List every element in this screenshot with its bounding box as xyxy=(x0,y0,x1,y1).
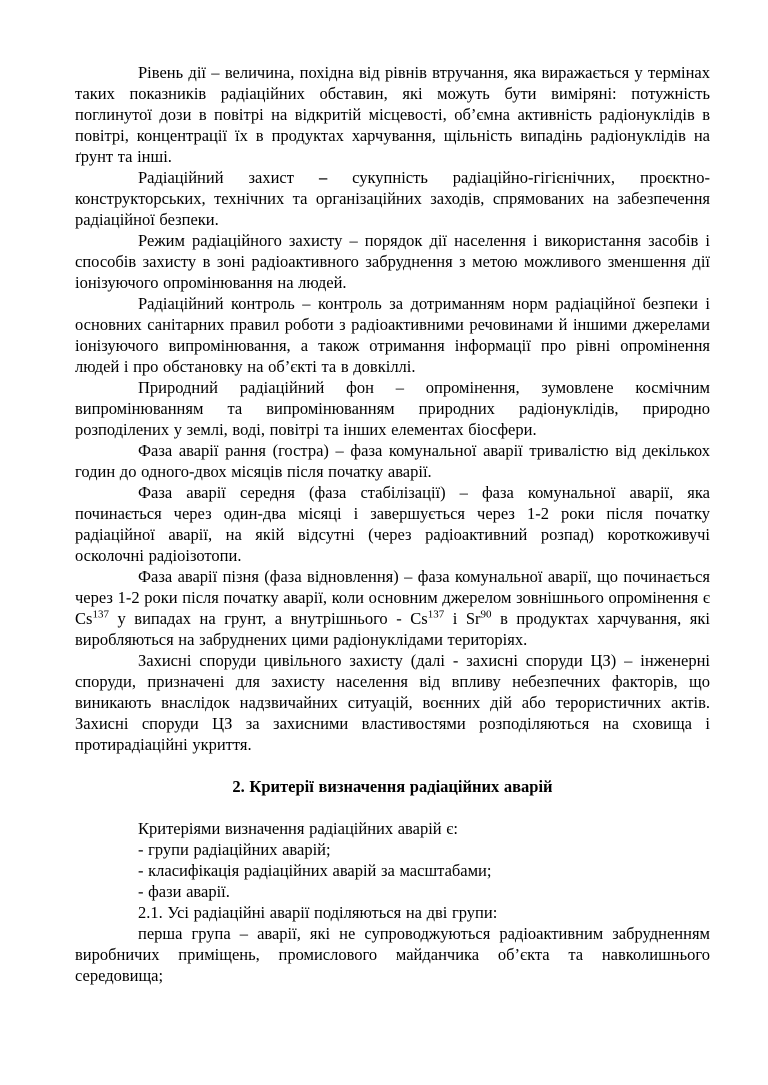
paragraph: Рівень дії – величина, похідна від рівнів втручання, яка виражається у термінах таких показників радіаційних обставин, які можуть бути виміряні: потужність поглинутої дози в повітрі на відкритій місцевості, об’ємна активність радіонуклідів в повітрі, концентрації їх в продуктах харчування, щільність випадінь радіонуклідів на ґрунт та інші. xyxy=(75,63,710,166)
text-run: сукупність радіаційно-гігієнічних, проєктно-конструкторських, технічних та організаційних заходів, спрямованих на забезпечення радіаційної безпеки. xyxy=(75,168,711,229)
document-body xyxy=(75,62,710,986)
text-run: у випадах на грунт, а внутрішнього - Cs xyxy=(108,609,428,628)
paragraph: Критеріями визначення радіаційних аварій є: xyxy=(138,819,458,838)
paragraph xyxy=(75,167,710,230)
text-run: і Sr xyxy=(444,609,481,628)
paragraph: перша група – аварії, які не супроводжуються радіоактивним забрудненням виробничих приміщень, промислового майданчика об’єкта та навколишнього середовища; xyxy=(75,924,710,985)
paragraph: - класифікація радіаційних аварій за масштабами; xyxy=(138,861,492,880)
superscript-isotope-number: 90 xyxy=(480,608,492,621)
paragraph: Фаза аварії рання (гостра) – фаза комунальної аварії тривалістю від декількох годин до одного-двох місяців після початку аварії. xyxy=(75,441,710,481)
text-run: в продуктах харчування, які виробляються на забруднених цими радіонуклідами територіях. xyxy=(75,609,710,649)
superscript-isotope-number: 137 xyxy=(92,608,109,621)
paragraph xyxy=(75,566,710,650)
text-run: Радіаційний захист xyxy=(138,168,319,187)
paragraph: Захисні споруди цивільного захисту (далі - захисні споруди ЦЗ) – інженерні споруди, призначені для захисту населення від впливу небезпечних факторів, що виникають внаслідок надзвичайних ситуацій, воєнних дій або терористичних актів. Захисні споруди ЦЗ за захисними властивостями розподіляються на сховища і протирадіаційні укриття. xyxy=(75,651,710,754)
paragraph: 2.1. Усі радіаційні аварії поділяються на дві групи: xyxy=(138,903,498,922)
superscript-isotope-number: 137 xyxy=(427,608,445,621)
paragraph: Радіаційний контроль – контроль за дотриманням норм радіаційної безпеки і основних санітарних правил роботи з радіоактивними речовинами й іншими джерелами іонізуючого випромінювання, а також отримання інформації про рівні опромінення людей і про обстановку на об’єкті та в довкіллі. xyxy=(75,294,710,376)
bold-text-run: – xyxy=(318,168,328,187)
paragraph: Режим радіаційного захисту – порядок дії населення і використання засобів і способів захисту в зоні радіоактивного забруднення з метою можливого зменшення дії іонізуючого опромінювання на людей. xyxy=(75,231,710,292)
section-heading: 2. Критерії визначення радіаційних аварій xyxy=(232,777,553,796)
paragraph: - групи радіаційних аварій; xyxy=(138,840,331,859)
paragraph: Природний радіаційний фон – опромінення, зумовлене космічним випромінюванням та випромінюванням природних радіонуклідів, природно розподілених у землі, воді, повітрі та інших елементах біосфери. xyxy=(75,378,710,439)
text-run: Фаза аварії пізня (фаза відновлення) – фаза комунальної аварії, що починається через 1-2 роки після початку аварії, коли основним джерелом зовнішнього опромінення є Cs xyxy=(75,567,710,628)
paragraph: Фаза аварії середня (фаза стабілізації) – фаза комунальної аварії, яка починається через один-два місяці і завершується через 1-2 роки після початку радіаційної аварії, на якій відсутні (через радіоактивний розпад) короткоживучі осколочні радіоізотопи. xyxy=(75,483,710,565)
paragraph: - фази аварії. xyxy=(138,882,230,901)
